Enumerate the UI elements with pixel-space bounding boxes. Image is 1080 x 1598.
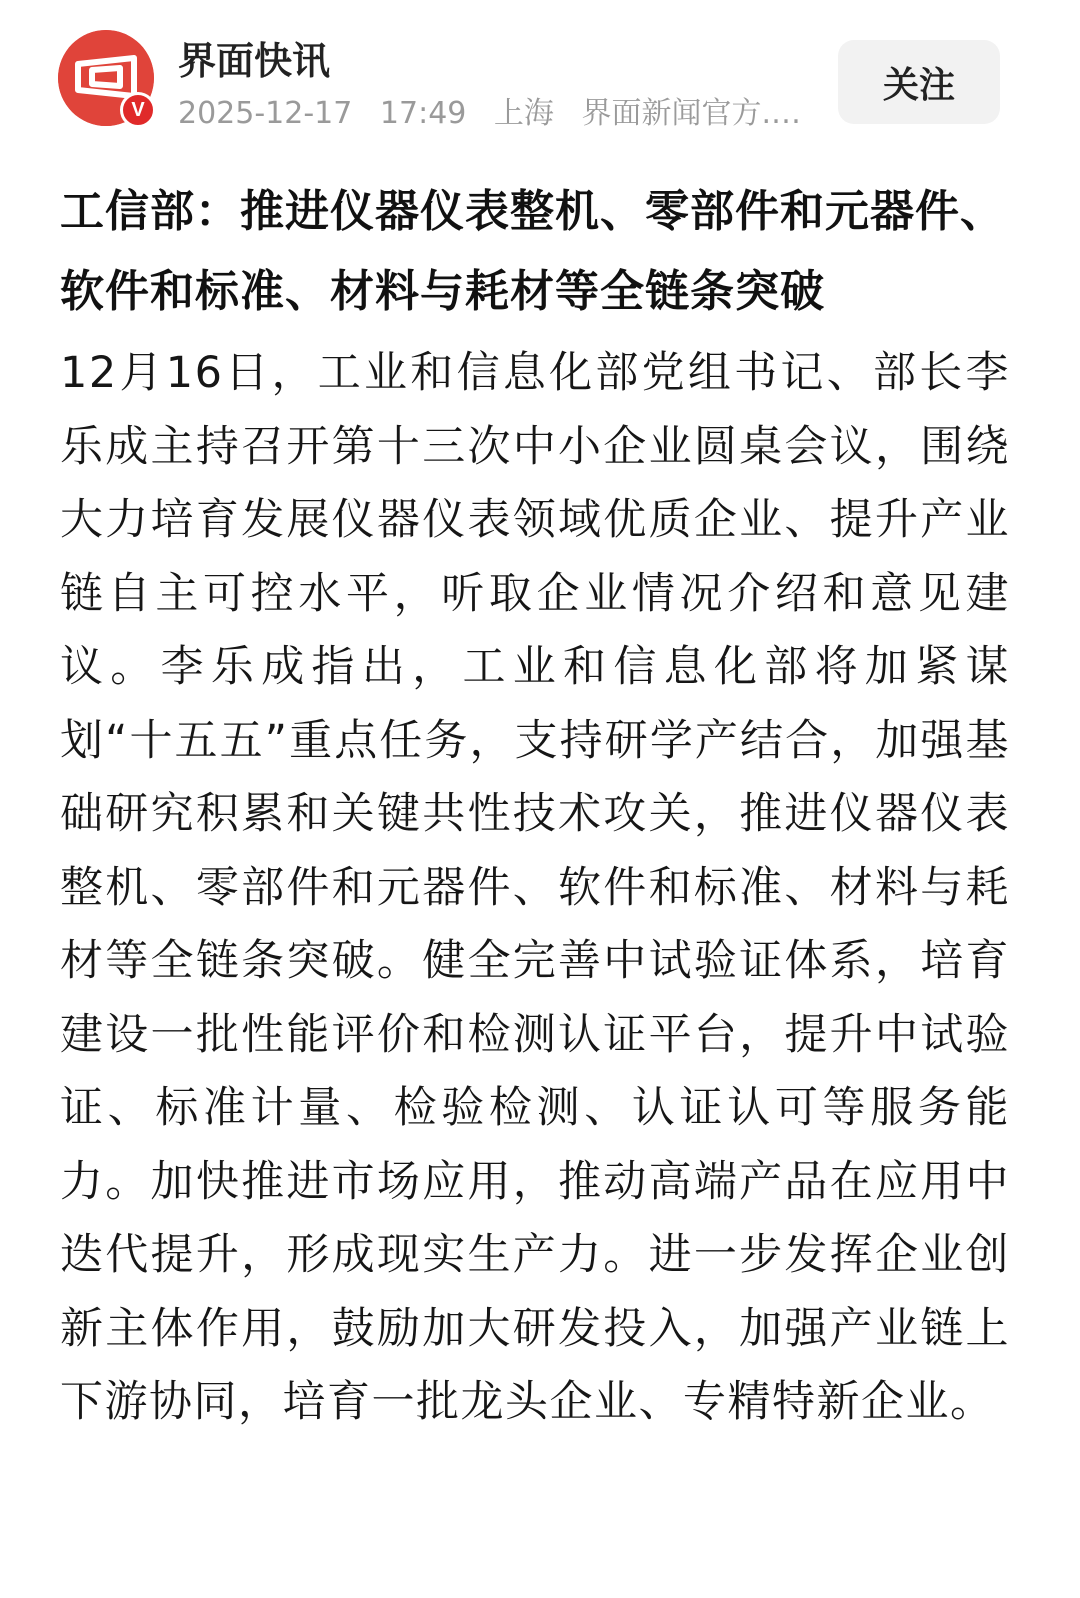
article-title: 工信部：推进仪器仪表整机、零部件和元器件、软件和标准、材料与耗材等全链条突破 bbox=[60, 186, 1005, 317]
post-source: 界面新闻官方... bbox=[581, 96, 791, 131]
post-date: 2025-12-17 bbox=[178, 96, 353, 131]
verified-badge-icon: V bbox=[120, 92, 156, 128]
post-location: 上海 bbox=[493, 96, 554, 131]
post-meta bbox=[178, 88, 808, 132]
post-time: 17:49 bbox=[379, 96, 467, 131]
follow-button[interactable]: 关注 bbox=[838, 40, 1000, 124]
article-body: 12月16日，工业和信息化部党组书记、部长李乐成主持召开第十三次中小企业圆桌会议，围绕大力培育发展仪器仪表领域优质企业、提升产业链自主可控水平，听取企业情况介绍和意见建议。李乐成指出，工业和信息化部将加紧谋划“十五五”重点任务，支持研学产结合，加强基础研究积累和关键共性技术攻关，推进仪器仪表整机、零部件和元器件、软件和标准、材料与耗材等全链条突破。健全完善中试验证体系，培育建设一批性能评价和检测认证平台，提升中试验证、标准计量、检验检测、认证认可等服务能力。加快推进市场应用，推动高端产品在应用中迭代提升，形成现实生产力。进一步发挥企业创新主体作用，鼓励加大研发投入，加强产业链上下游协同，培育一批龙头企业、专精特新企业。 bbox=[60, 348, 1010, 1427]
account-name[interactable]: 界面快讯 bbox=[178, 39, 331, 83]
article-header bbox=[0, 0, 1080, 150]
avatar[interactable] bbox=[58, 30, 154, 126]
